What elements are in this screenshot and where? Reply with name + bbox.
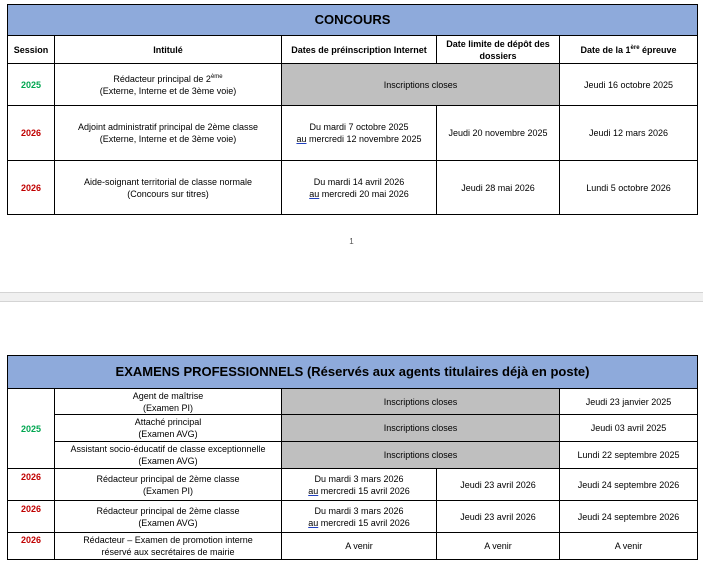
header-session: Session: [8, 36, 55, 64]
table-row: [8, 469, 698, 501]
epreuve-cell: A venir: [560, 533, 698, 560]
inscriptions-closes-cell: Inscriptions closes: [282, 442, 560, 469]
intitule-cell: Adjoint administratif principal de 2ème classe (Externe, Interne et de 3ème voie): [55, 106, 282, 161]
inscriptions-closes-cell: Inscriptions closes: [282, 64, 560, 106]
page-2: [0, 302, 703, 571]
header-date-epreuve: Date de la 1ère épreuve: [560, 36, 698, 64]
header-date-limite: Date limite de dépôt des dossiers: [437, 36, 560, 64]
epreuve-cell: Jeudi 16 octobre 2025: [560, 64, 698, 106]
intitule-cell: Rédacteur principal de 2ème classe (Examen PI): [55, 469, 282, 501]
session-cell: 2026: [8, 106, 55, 161]
session-cell: 2026: [8, 533, 55, 560]
intitule-cell: Rédacteur principal de 2ème (Externe, Interne et de 3ème voie): [55, 64, 282, 106]
session-cell: 2026: [8, 501, 55, 533]
preinscription-cell: Du mardi 3 mars 2026 au mercredi 15 avril 2026: [282, 469, 437, 501]
page-separator: [0, 292, 703, 302]
session-cell: 2025: [8, 389, 55, 469]
epreuve-cell: Lundi 22 septembre 2025: [560, 442, 698, 469]
table-row: [8, 161, 698, 215]
inscriptions-closes-cell: Inscriptions closes: [282, 389, 560, 415]
intitule-cell: Rédacteur principal de 2ème classe (Examen AVG): [55, 501, 282, 533]
date-limite-cell: Jeudi 23 avril 2026: [437, 501, 560, 533]
table-row: [8, 389, 698, 415]
table-row: [8, 64, 698, 106]
header-intitule: Intitulé: [55, 36, 282, 64]
examens-title: EXAMENS PROFESSIONNELS (Réservés aux agents titulaires déjà en poste): [8, 356, 698, 389]
preinscription-cell: Du mardi 7 octobre 2025 au mercredi 12 novembre 2025: [282, 106, 437, 161]
table-row: [8, 533, 698, 560]
session-cell: 2026: [8, 469, 55, 501]
intitule-cell: Rédacteur – Examen de promotion interne réservé aux secrétaires de mairie: [55, 533, 282, 560]
table-row: [8, 501, 698, 533]
concours-table: [7, 4, 698, 215]
epreuve-cell: Jeudi 12 mars 2026: [560, 106, 698, 161]
epreuve-cell: Jeudi 24 septembre 2026: [560, 469, 698, 501]
table-row: [8, 106, 698, 161]
concours-title: CONCOURS: [8, 5, 698, 36]
date-limite-cell: Jeudi 23 avril 2026: [437, 469, 560, 501]
intitule-cell: Assistant socio-éducatif de classe exceptionnelle (Examen AVG): [55, 442, 282, 469]
table-row: [8, 415, 698, 442]
epreuve-cell: Jeudi 24 septembre 2026: [560, 501, 698, 533]
intitule-cell: Aide-soignant territorial de classe normale (Concours sur titres): [55, 161, 282, 215]
header-dates-preinscription: Dates de préinscription Internet: [282, 36, 437, 64]
inscriptions-closes-cell: Inscriptions closes: [282, 415, 560, 442]
date-limite-cell: Jeudi 28 mai 2026: [437, 161, 560, 215]
preinscription-cell: Du mardi 14 avril 2026 au mercredi 20 mai 2026: [282, 161, 437, 215]
page-number: 1: [349, 237, 354, 246]
table-row: [8, 442, 698, 469]
preinscription-cell: Du mardi 3 mars 2026 au mercredi 15 avril 2026: [282, 501, 437, 533]
intitule-cell: Attaché principal (Examen AVG): [55, 415, 282, 442]
epreuve-cell: Lundi 5 octobre 2026: [560, 161, 698, 215]
epreuve-cell: Jeudi 03 avril 2025: [560, 415, 698, 442]
examens-table: [7, 355, 698, 560]
date-limite-cell: Jeudi 20 novembre 2025: [437, 106, 560, 161]
date-limite-cell: A venir: [437, 533, 560, 560]
preinscription-cell: A venir: [282, 533, 437, 560]
intitule-cell: Agent de maîtrise (Examen PI): [55, 389, 282, 415]
epreuve-cell: Jeudi 23 janvier 2025: [560, 389, 698, 415]
session-cell: 2026: [8, 161, 55, 215]
session-cell: 2025: [8, 64, 55, 106]
